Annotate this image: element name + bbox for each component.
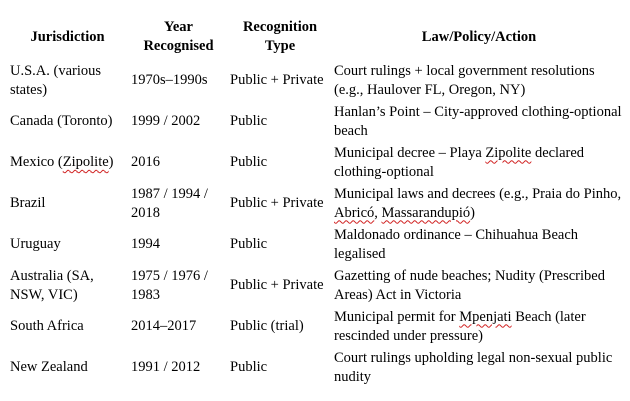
text-segment: ) — [470, 204, 475, 221]
cell-year: 1987 / 1994 / 2018 — [131, 185, 208, 221]
cell-year: 2016 — [131, 154, 160, 170]
table-row — [6, 224, 626, 265]
cell-law: Hanlan’s Point – City-approved clothing-optional beach — [334, 103, 622, 139]
cell-type: Public + Private — [230, 195, 324, 211]
cell-jurisdiction: Brazil — [10, 195, 46, 211]
table-row — [6, 306, 626, 347]
cell-type: Public — [230, 154, 268, 170]
cell-type: Public (trial) — [230, 318, 304, 334]
text-segment: Municipal permit for — [334, 308, 460, 325]
cell-year: 1970s–1990s — [131, 72, 208, 88]
spellcheck-flagged-word: Mpenjati — [459, 308, 512, 325]
cell-type: Public — [230, 236, 268, 252]
cell-jurisdiction: Uruguay — [10, 236, 61, 252]
cell-law — [332, 142, 626, 183]
table-row — [6, 183, 626, 224]
text-segment: Mexico ( — [10, 154, 63, 170]
cell-type: Public — [230, 359, 268, 375]
cell-year: 2014–2017 — [131, 318, 197, 334]
table-row — [6, 142, 626, 183]
cell-law — [332, 306, 626, 347]
cell-type: Public + Private — [230, 72, 324, 88]
spellcheck-flagged-word: Zipolite — [62, 154, 109, 170]
recognition-table — [6, 14, 626, 388]
header-law-policy-action: Law/Policy/Action — [421, 28, 537, 45]
cell-jurisdiction — [6, 142, 129, 183]
text-segment: Municipal decree – Playa — [334, 144, 486, 161]
spellcheck-flagged-word: Zipolite — [485, 144, 532, 161]
header-year-recognised: Year Recognised — [143, 19, 214, 54]
cell-jurisdiction: South Africa — [10, 318, 84, 334]
cell-law: Court rulings upholding legal non-sexual public nudity — [334, 349, 613, 385]
cell-law: Court rulings + local government resolutions (e.g., Haulover FL, Oregon, NY) — [334, 62, 595, 98]
table-row — [6, 60, 626, 101]
cell-jurisdiction: U.S.A. (various states) — [10, 62, 102, 98]
text-segment: declared clothing-optional — [334, 144, 585, 180]
table-row — [6, 347, 626, 388]
cell-year: 1991 / 2012 — [131, 359, 201, 375]
cell-jurisdiction: New Zealand — [10, 359, 88, 375]
cell-type: Public — [230, 113, 268, 129]
table-row — [6, 101, 626, 142]
header-recognition-type: Recognition Type — [242, 19, 318, 54]
text-segment: , — [374, 204, 382, 221]
text-segment: ) — [108, 154, 114, 170]
text-segment: Municipal laws and decrees (e.g., Praia do Pinho, — [334, 185, 622, 202]
cell-jurisdiction: Australia (SA, NSW, VIC) — [10, 267, 94, 303]
table-row — [6, 265, 626, 306]
spellcheck-flagged-word: Abricó — [334, 204, 375, 221]
cell-type: Public + Private — [230, 277, 324, 293]
cell-year: 1994 — [131, 236, 160, 252]
cell-year: 1999 / 2002 — [131, 113, 201, 129]
cell-year: 1975 / 1976 / 1983 — [131, 267, 208, 303]
header-row — [6, 14, 626, 60]
cell-law: Maldonado ordinance – Chihuahua Beach legalised — [334, 226, 579, 262]
text-segment: Beach (later rescinded under pressure) — [334, 308, 586, 344]
spellcheck-flagged-word: Massarandupió — [381, 204, 471, 221]
cell-jurisdiction: Canada (Toronto) — [10, 113, 113, 129]
cell-law: Gazetting of nude beaches; Nudity (Prescribed Areas) Act in Victoria — [334, 267, 605, 303]
header-jurisdiction: Jurisdiction — [30, 28, 105, 45]
cell-law — [332, 183, 626, 224]
